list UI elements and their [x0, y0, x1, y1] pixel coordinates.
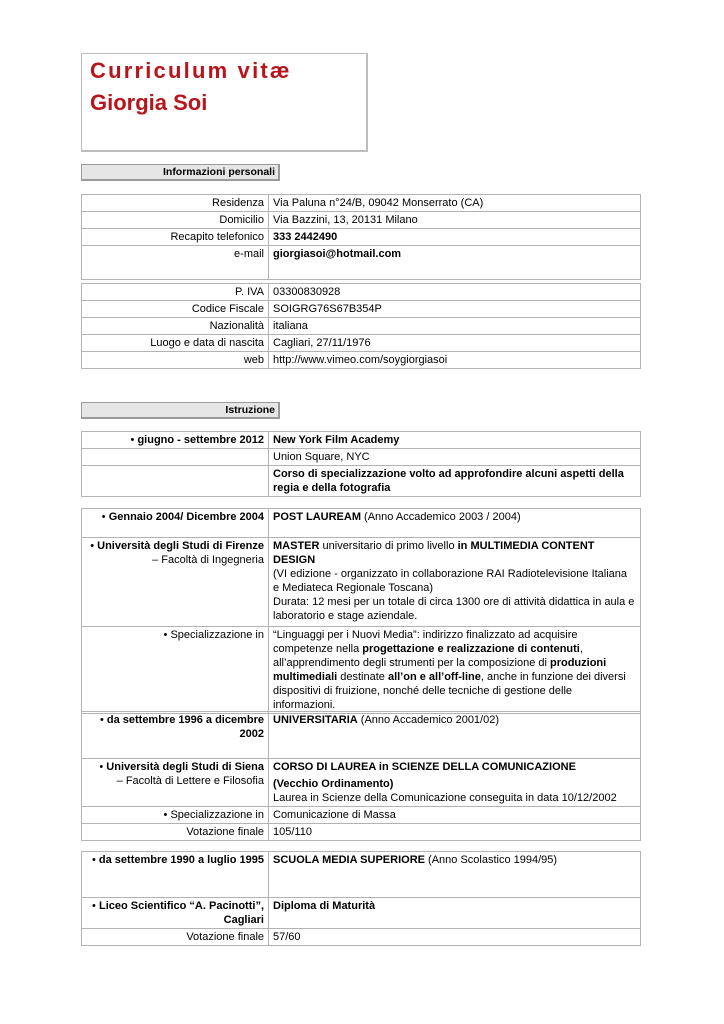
edu3-institution: • Università degli Studi di Siena – Facoltà di Lettere e Filosofia: [82, 759, 269, 807]
edu2-spec: “Linguaggi per i Nuovi Media”: indirizzo finalizzato ad acquisire competenze nella progettazione e realizzazione di contenuti, all’apprendimento degli strumenti per la composizione di produzioni multimediali destinate all’on e all’off-line, anche in funzione dei diversi dispositivi di fruizione, nonché delle tecniche di gestione delle informazioni.: [269, 627, 641, 714]
edu3-degree: CORSO DI LAUREA in SCIENZE DELLA COMUNICAZIONE (Vecchio Ordinamento) Laurea in Scienze della Comunicazione conseguita in data 10/12/2002: [269, 759, 641, 807]
piva-label: P. IVA: [82, 284, 269, 301]
education-entry-1: [81, 431, 641, 497]
codice-fiscale-value: SOIGRG76S67B354P: [269, 301, 641, 318]
nazionalita-value: italiana: [269, 318, 641, 335]
education-entry-3: [81, 711, 641, 841]
contacts-table: [81, 194, 641, 280]
residenza-value: Via Paluna n°24/B, 09042 Monserrato (CA): [269, 195, 641, 212]
edu3-vote: 105/110: [269, 824, 641, 841]
title-box: [81, 53, 368, 152]
domicilio-value: Via Bazzini, 13, 20131 Milano: [269, 212, 641, 229]
edu2-master: MASTER universitario di primo livello in MULTIMEDIA CONTENT DESIGN (VI edizione - organizzato in collaborazione RAI Radiotelevisione Italiana e Mediateca Regionale Toscana) Durata: 12 mesi per un totale di circa 1300 ore di attività didattica in aula e laboratorio e stage aziendale.: [269, 538, 641, 627]
edu1-school: New York Film Academy: [269, 432, 641, 449]
codice-fiscale-label: Codice Fiscale: [82, 301, 269, 318]
edu3-date: • da settembre 1996 a dicembre 2002: [82, 712, 269, 759]
section-heading-education: Istruzione: [81, 402, 280, 419]
piva-value: 03300830928: [269, 284, 641, 301]
edu4-vote: 57/60: [269, 929, 641, 946]
edu4-date: • da settembre 1990 a luglio 1995: [82, 852, 269, 898]
section-heading-personal: Informazioni personali: [81, 164, 280, 181]
edu1-place: Union Square, NYC: [269, 449, 641, 466]
edu4-institution: • Liceo Scientifico “A. Pacinotti”, Cagliari: [82, 898, 269, 929]
edu1-date: • giugno - settembre 2012: [82, 432, 269, 449]
telefono-value: 333 2442490: [269, 229, 641, 246]
edu2-title: POST LAUREAM (Anno Accademico 2003 / 2004): [269, 509, 641, 538]
domicilio-label: Domicilio: [82, 212, 269, 229]
nazionalita-label: Nazionalità: [82, 318, 269, 335]
nascita-label: Luogo e data di nascita: [82, 335, 269, 352]
edu3-spec: Comunicazione di Massa: [269, 807, 641, 824]
education-entry-4: [81, 851, 641, 946]
person-name: Giorgia Soi: [90, 90, 208, 115]
email-value: giorgiasoi@hotmail.com: [269, 246, 641, 280]
edu2-date: • Gennaio 2004/ Dicembre 2004: [82, 509, 269, 538]
email-label: e-mail: [82, 246, 269, 280]
document-title: Curriculum vitæ: [90, 58, 292, 83]
edu1-course: Corso di specializzazione volto ad approfondire alcuni aspetti della regia e della fotografia: [269, 466, 641, 497]
nascita-value: Cagliari, 27/11/1976: [269, 335, 641, 352]
edu3-title: UNIVERSITARIA (Anno Accademico 2001/02): [269, 712, 641, 759]
edu3-vote-label: Votazione finale: [82, 824, 269, 841]
web-label: web: [82, 352, 269, 369]
edu3-spec-label: • Specializzazione in: [82, 807, 269, 824]
telefono-label: Recapito telefonico: [82, 229, 269, 246]
edu4-diploma: Diploma di Maturità: [269, 898, 641, 929]
edu4-vote-label: Votazione finale: [82, 929, 269, 946]
identity-table: [81, 283, 641, 369]
edu2-institution: • Università degli Studi di Firenze – Facoltà di Ingegneria: [82, 538, 269, 627]
residenza-label: Residenza: [82, 195, 269, 212]
edu2-spec-label: • Specializzazione in: [82, 627, 269, 714]
edu4-title: SCUOLA MEDIA SUPERIORE (Anno Scolastico 1994/95): [269, 852, 641, 898]
education-entry-2: [81, 508, 641, 714]
web-link[interactable]: http://www.vimeo.com/soygiorgiasoi: [269, 352, 641, 369]
